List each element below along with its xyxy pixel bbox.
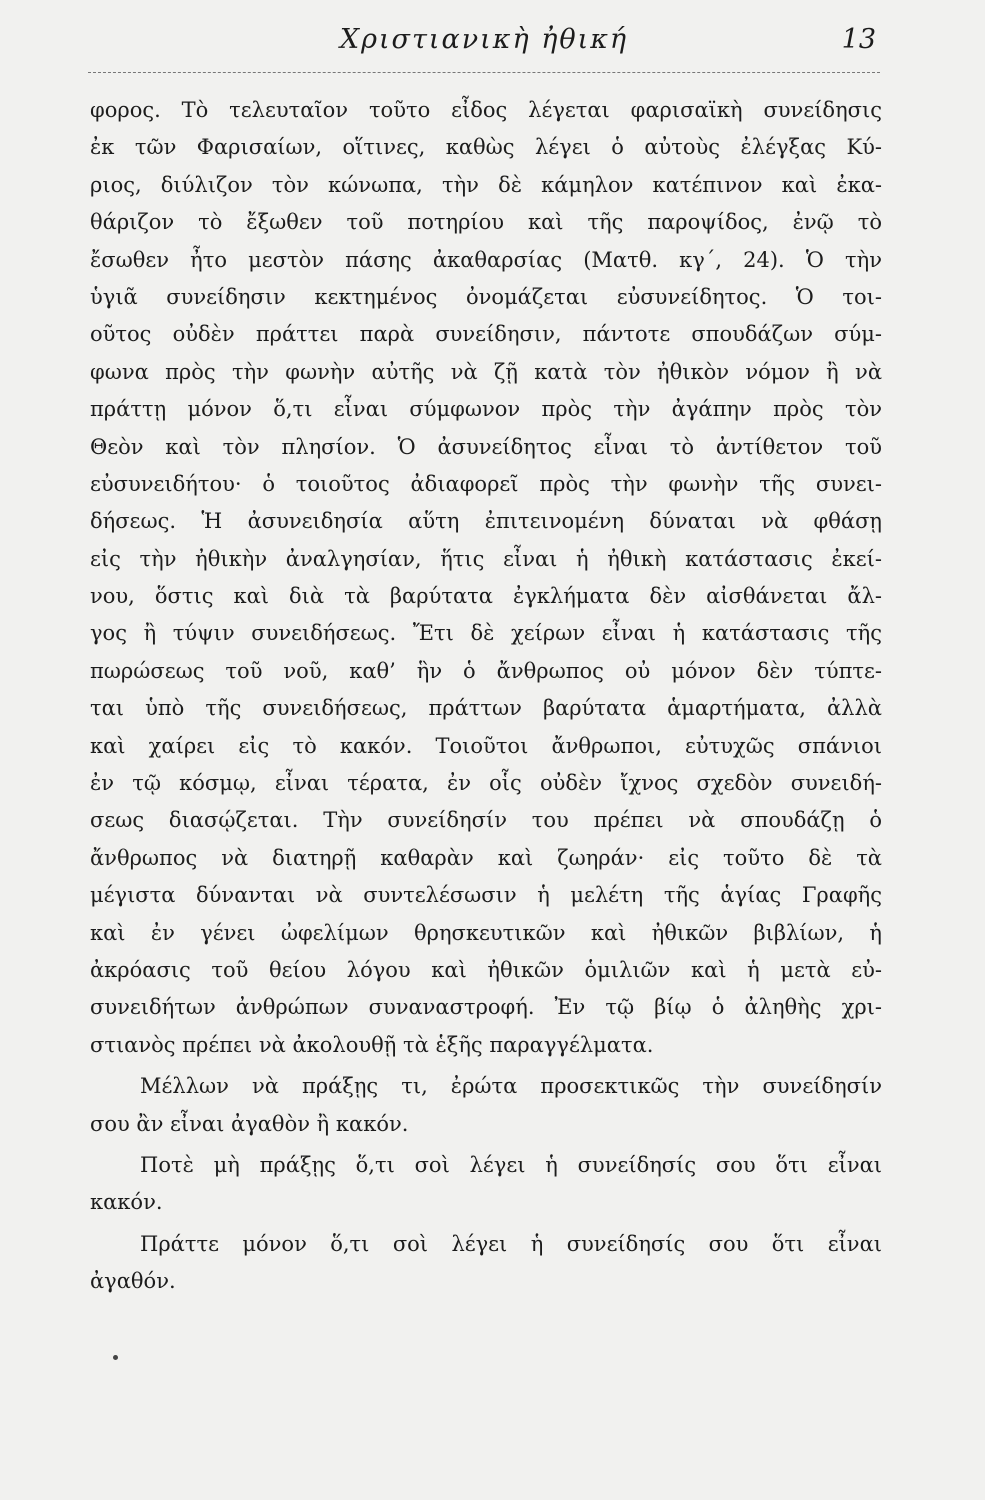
text-line: συνειδήτων ἀνθρώπων συναναστροφή. Ἐν τῷ βίῳ ὁ ἀληθὴς χρι- [90,995,882,1020]
text-line: στιανὸς πρέπει νὰ ἀκολουθῇ τὰ ἑξῆς παραγγέλματα. [90,1032,654,1057]
text-line: ριος, διύλιζον τὸν κώνωπα, τὴν δὲ κάμηλον κατέπινον καὶ ἐκα- [90,172,882,197]
text-line: καὶ ἐν γένει ὠφελίμων θρησκευτικῶν καὶ ἠθικῶν βιβλίων, ἡ [90,920,882,945]
text-line: σεως διασῴζεται. Τὴν συνείδησίν του πρέπει νὰ σπουδάζῃ ὁ [90,808,882,833]
text-line: νου, ὅστις καὶ διὰ τὰ βαρύτατα ἐγκλήματα δὲν αἰσθάνεται ἄλ- [90,584,882,609]
precept-line: Ποτὲ μὴ πράξῃς ὅ,τι σοὶ λέγει ἡ συνείδησίς σου ὅτι εἶναι [140,1152,882,1177]
precept-line: Πράττε μόνον ὅ,τι σοὶ λέγει ἡ συνείδησίς σου ὅτι εἶναι [140,1231,882,1256]
ink-speck [113,1355,118,1360]
precept-line: Μέλλων νὰ πράξῃς τι, ἐρώτα προσεκτικῶς τὴν συνείδησίν [140,1074,882,1099]
text-line: Θεὸν καὶ τὸν πλησίον. Ὁ ἀσυνείδητος εἶναι τὸ ἀντίθετον τοῦ [90,434,882,459]
text-line: φωνα πρὸς τὴν φωνὴν αὐτῆς νὰ ζῇ κατὰ τὸν ἠθικὸν νόμον ἢ νὰ [90,359,882,384]
text-line: ὑγιᾶ συνείδησιν κεκτημένος ὀνομάζεται εὐσυνείδητος. Ὁ τοι- [90,284,882,309]
text-line: δήσεως. Ἡ ἀσυνειδησία αὕτη ἐπιτεινομένη δύναται νὰ φθάσῃ [90,509,882,534]
running-head [88,24,880,64]
text-line: πωρώσεως τοῦ νοῦ, καθ’ ἣν ὁ ἄνθρωπος οὐ μόνον δὲν τύπτε- [90,658,882,683]
header-rule [88,72,880,73]
text-line: ἐκ τῶν Φαρισαίων, οἵτινες, καθὼς λέγει ὁ αὐτοὺς ἐλέγξας Κύ- [90,135,882,160]
text-line: φορος. Τὸ τελευταῖον τοῦτο εἶδος λέγεται φαρισαϊκὴ συνείδησις [90,98,882,122]
text-line: ἄνθρωπος νὰ διατηρῇ καθαρὰν καὶ ζωηράν· εἰς τοῦτο δὲ τὰ [90,845,882,870]
precept-line: ἀγαθόν. [90,1269,176,1294]
text-line: οῦτος οὐδὲν πράττει παρὰ συνείδησιν, πάντοτε σπουδάζων σύμ- [90,322,882,347]
text-line: καὶ χαίρει εἰς τὸ κακόν. Τοιοῦτοι ἄνθρωποι, εὐτυχῶς σπάνιοι [90,733,882,758]
page-number: 13 [841,24,876,55]
text-line: ἔσωθεν ἦτο μεστὸν πάσης ἀκαθαρσίας (Ματθ. κγ´, 24). Ὁ τὴν [90,247,882,272]
body-text [90,92,882,1301]
text-line: ἀκρόασις τοῦ θείου λόγου καὶ ἠθικῶν ὁμιλιῶν καὶ ἡ μετὰ εὐ- [90,957,882,982]
text-line: μέγιστα δύνανται νὰ συντελέσωσιν ἡ μελέτη τῆς ἁγίας Γραφῆς [90,883,882,908]
text-line: εὐσυνειδήτου· ὁ τοιοῦτος ἀδιαφορεῖ πρὸς τὴν φωνὴν τῆς συνει- [90,471,882,496]
text-line: πράττῃ μόνον ὅ,τι εἶναι σύμφωνον πρὸς τὴν ἀγάπην πρὸς τὸν [90,397,882,422]
running-title: Χριστιανικὴ ἠθική [339,24,629,55]
text-line: θάριζον τὸ ἔξωθεν τοῦ ποτηρίου καὶ τῆς παροψίδος, ἐνῷ τὸ [90,210,882,235]
precept-line: σου ἂν εἶναι ἀγαθὸν ἢ κακόν. [90,1111,409,1136]
text-line: ται ὑπὸ τῆς συνειδήσεως, πράττων βαρύτατα ἁμαρτήματα, ἀλλὰ [90,696,882,721]
precept-line: κακόν. [90,1190,163,1215]
text-line: ἐν τῷ κόσμῳ, εἶναι τέρατα, ἐν οἷς οὐδὲν ἴχνος σχεδὸν συνειδή- [90,771,882,796]
text-line: εἰς τὴν ἠθικὴν ἀναλγησίαν, ἥτις εἶναι ἡ ἠθικὴ κατάστασις ἐκεί- [90,546,882,571]
text-line: γος ἢ τύψιν συνειδήσεως. Ἔτι δὲ χείρων εἶναι ἡ κατάστασις τῆς [90,621,882,646]
